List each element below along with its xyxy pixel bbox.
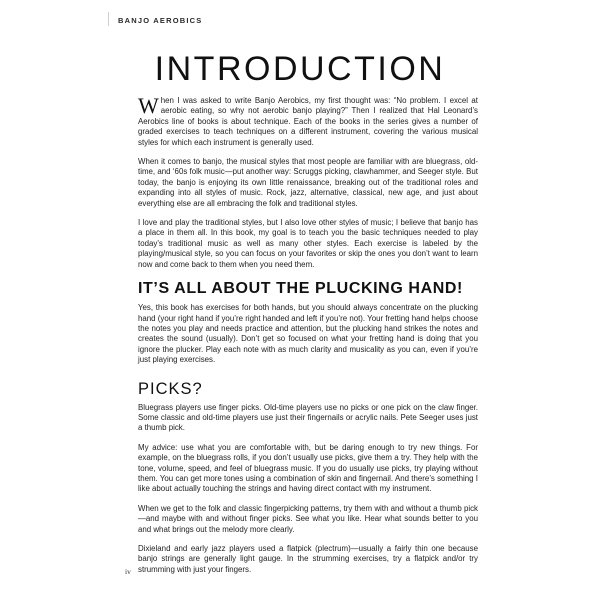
picks-paragraph-3: When we get to the folk and classic fingerpicking patterns, try them with and without a thumb pick—and maybe with and without finger picks. See what you like. Hear what sounds better to you and what brings out the melody more clearly.: [138, 503, 478, 534]
page-title: INTRODUCTION: [154, 50, 446, 88]
intro-paragraph-1: [138, 93, 478, 148]
section-heading-plucking-hand: IT’S ALL ABOUT THE PLUCKING HAND!: [138, 280, 463, 298]
plucking-paragraph-1: Yes, this book has exercises for both hands, but you should always concentrate on the plucking hand (your right hand if you’re right handed and left if you’re not). Your fretting hand helps choose the notes you play and needs practice and attention, but the plucking hand strikes the notes and creates the sound (usually). Don’t get so focused on what your fretting hand is doing that you ignore the plucker. Play each note with as much clarity and musicality as you can, even if you’re just playing exercises.: [138, 303, 478, 365]
page-number: iv: [125, 567, 131, 576]
body-text: [138, 93, 478, 584]
running-head: BANJO AEROBICS: [118, 16, 203, 25]
section-heading-picks: PICKS?: [138, 379, 203, 398]
intro-paragraph-2: When it comes to banjo, the musical styles that most people are familiar with are bluegrass, old-time, and ‘60s folk music—put another way: Scruggs picking, clawhammer, and Seeger style. But today, the banjo is enjoying its own little renaissance, breaking out of the traditional roles and expanding into all styles of music. Rock, jazz, alternative, classical, new age, and just about everything else are all embracing the folk and traditional styles.: [138, 157, 478, 208]
picks-paragraph-4: Dixieland and early jazz players used a flatpick (plectrum)—usually a fairly thin one because banjo strings are generally light gauge. In the strumming exercises, try a flatpick and/or try strumming with just your fingers.: [138, 544, 478, 574]
intro-paragraph-1-text: hen I was asked to write Banjo Aerobics, my first thought was: “No problem. I excel at aerobic eating, so why not aerobic banjo playing?” Then I realized that Hal Leonard’s Aerobics line of books is about technique. Each of the books in the series gives a number of graded exercises to teach techniques on a different instrument, covering the various musical styles for which each instrument is generally used.: [138, 96, 478, 147]
picks-paragraph-1: Bluegrass players use finger picks. Old-time players use no picks or one pick on the claw finger. Some classic and old-time players use just their fingernails or acrylic nails. Pete Seeger uses just a thumb pick.: [138, 402, 478, 433]
running-head-rule: [108, 12, 109, 26]
drop-cap: W: [138, 93, 159, 118]
intro-paragraph-3: I love and play the traditional styles, but I also love other styles of music; I believe that banjo has a place in them all. In this book, my goal is to teach you the basic techniques needed to play today’s traditional music as well as many other styles. Each exercise is labeled by the playing/musical style, so you can focus on your favorites or skip the ones you don’t want to learn now and come back to them when you need them.: [138, 218, 478, 269]
picks-paragraph-2: My advice: use what you are comfortable with, but be daring enough to try new things. For example, on the bluegrass rolls, if you don’t usually use picks, give them a try. They help with the tone, volume, speed, and feel of bluegrass music. If you do usually use picks, try playing without them. You can get more tones using a combination of skin and fingernail. And there’s something I like about actually touching the strings and having direct contact with my instrument.: [138, 442, 478, 494]
